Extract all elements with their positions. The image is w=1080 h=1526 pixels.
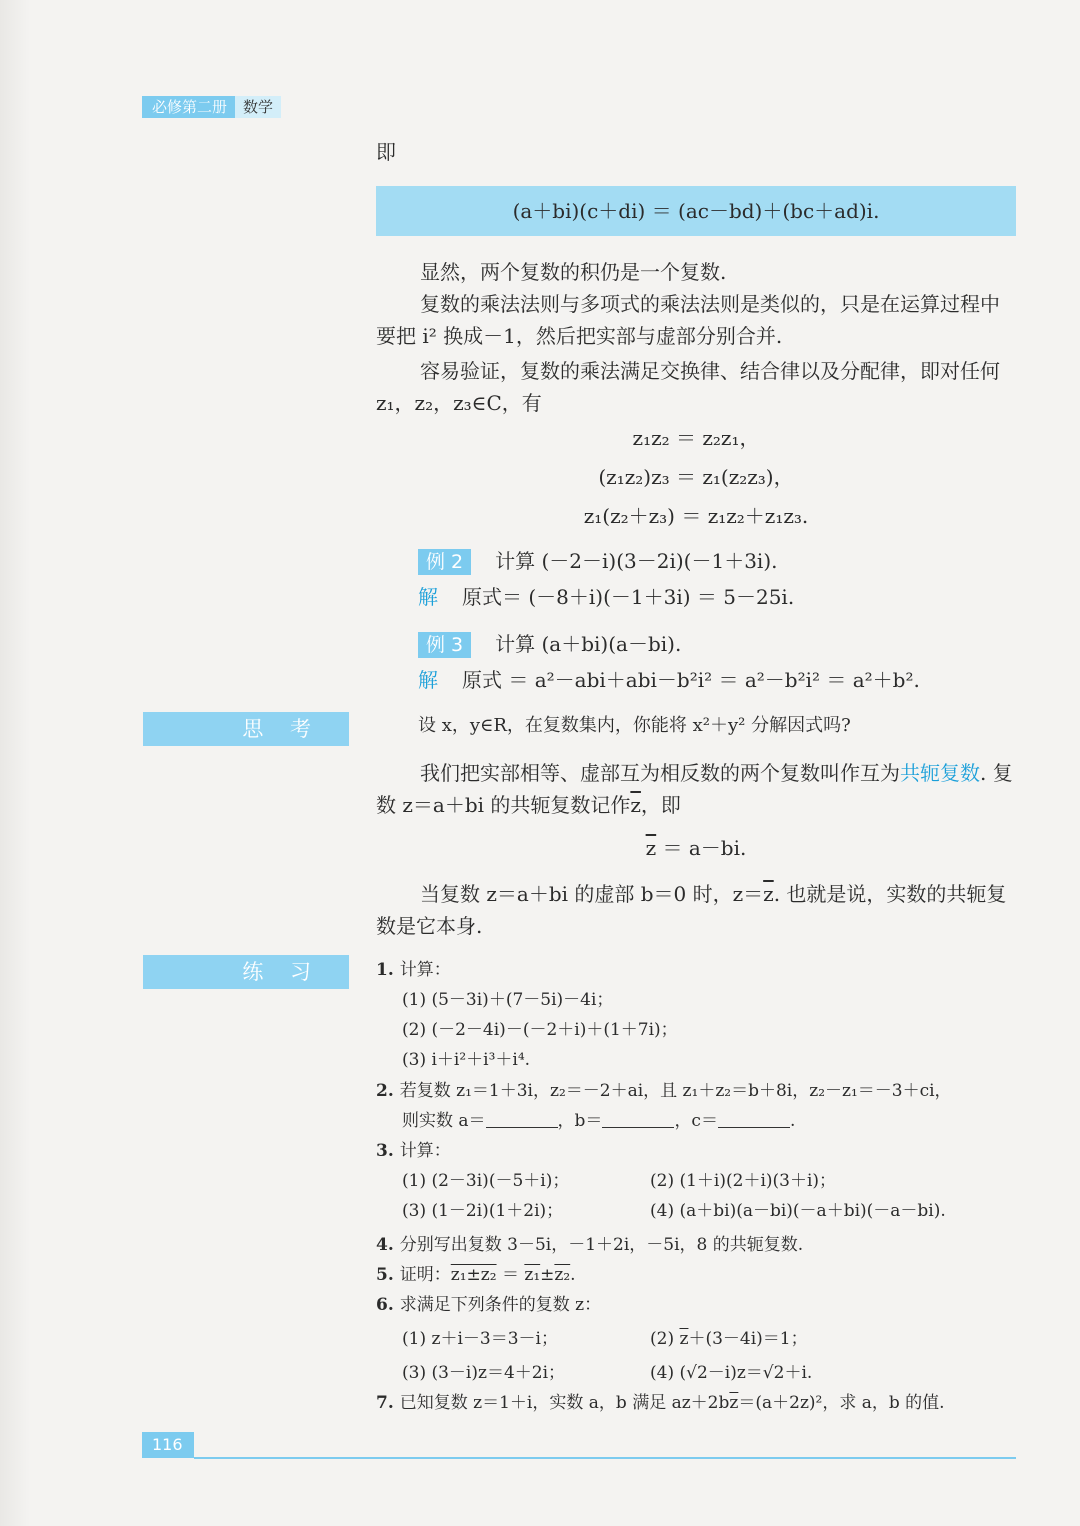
- exercise-3-text: 计算：: [399, 1141, 451, 1161]
- think-label: 思 考: [143, 712, 349, 746]
- exercise-5-r1: z₁: [524, 1265, 541, 1285]
- exercise-6-item-2: [650, 1329, 808, 1349]
- exercise-7-number: 7.: [376, 1393, 394, 1413]
- exercise-6-item-2-zbar: $\overline{z}$: [679, 1329, 689, 1349]
- conjugate-post: . 复数 z＝a＋bi 的共轭复数记作: [376, 761, 1013, 817]
- paragraph-3: 容易验证，复数的乘法满足交换律、结合律以及分配律，即对任何 z₁，z₂，z₃∈C，有: [376, 359, 1000, 415]
- example-2-solution-label: 解: [418, 585, 438, 609]
- exercise-7-zbar: $\overline{z}$: [729, 1393, 739, 1413]
- paragraph-4-post: . 也就是说，实数的共轭复数是它本身.: [376, 882, 1007, 938]
- exercise-6-number: 6.: [376, 1295, 394, 1315]
- exercise-6-item-1: (1) z＋i－3＝3－i；: [402, 1329, 558, 1349]
- paragraph-4-zbar: $\overline{z}$: [763, 882, 774, 906]
- blank-a[interactable]: [486, 1109, 558, 1128]
- exercise-2-b-label: ，b＝: [557, 1111, 603, 1131]
- exercise-5-pre: 证明：: [399, 1265, 451, 1285]
- exercise-5-r2: z₂: [554, 1265, 571, 1285]
- exercise-1-number: 1.: [376, 960, 394, 980]
- exercise-3: [376, 1136, 1026, 1226]
- header: [142, 96, 281, 118]
- exercise-7-pre: 已知复数 z＝1＋i，实数 a，b 满足 az＋2b: [399, 1393, 730, 1413]
- footer-rule: [194, 1457, 1016, 1459]
- example-3-problem: 计算 (a＋bi)(a－bi).: [495, 632, 682, 656]
- multiplication-formula: (a＋bi)(c＋di) ＝ (ac－bd)＋(bc＋ad)i.: [512, 199, 880, 223]
- conjugate-formula: [376, 832, 1016, 864]
- exercise-4-number: 4.: [376, 1235, 394, 1255]
- exercise-3-item-1: (1) (2－3i)(－5＋i)；: [402, 1171, 570, 1191]
- paragraph-1: 显然，两个复数的积仍是一个复数.: [420, 260, 727, 284]
- exercise-7-post: ＝(a＋2z)²，求 a，b 的值.: [738, 1393, 945, 1413]
- exercise-6-item-2-pre: (2): [650, 1329, 680, 1349]
- conjugate-formula-rest: ＝ a－bi.: [656, 836, 747, 860]
- paragraph-4-pre: 当复数 z＝a＋bi 的虚部 b＝0 时，z＝: [420, 882, 764, 906]
- example-3-solution-row: [418, 664, 1018, 696]
- conjugate-z-bar: $\overline{z}$: [630, 793, 641, 817]
- conjugate-formula-z: $\overline{z}$: [645, 836, 657, 860]
- exercise-6-item-2-post: ＋(3－4i)＝1；: [688, 1329, 808, 1349]
- exercise-3-item-2: (2) (1＋i)(2＋i)(3＋i)；: [650, 1171, 837, 1191]
- exercise-1-text: 计算：: [399, 960, 451, 980]
- exercise-3-item-4: (4) (a＋bi)(a－bi)(－a＋bi)(－a－bi).: [650, 1201, 946, 1221]
- exercise-1-item-1: (1) (5－3i)＋(7－5i)－4i；: [402, 990, 614, 1010]
- exercise-6: [376, 1290, 1026, 1388]
- example-2-badge: 例 2: [418, 549, 471, 575]
- exercise-2-number: 2.: [376, 1081, 394, 1101]
- example-3-badge: 例 3: [418, 632, 471, 658]
- exercise-5-pm: ±: [540, 1265, 555, 1285]
- example-2-problem: 计算 (－2－i)(3－2i)(－1＋3i).: [495, 549, 778, 573]
- example-3-solution: 原式 ＝ a²－abi＋abi－b²i² ＝ a²－b²i² ＝ a²＋b².: [462, 668, 920, 692]
- example-3-solution-label: 解: [418, 668, 438, 692]
- exercise-5-lhs: z₁±z₂: [450, 1265, 497, 1285]
- law-commutative: z₁z₂ ＝ z₂z₁，: [632, 426, 760, 450]
- blank-b[interactable]: [602, 1109, 674, 1128]
- blank-c[interactable]: [718, 1109, 790, 1128]
- law-distributive: z₁(z₂＋z₃) ＝ z₁z₂＋z₁z₃.: [583, 504, 809, 528]
- paragraph-4: [376, 878, 1016, 942]
- exercise-5: [376, 1260, 1026, 1290]
- exercise-7: [376, 1388, 1026, 1418]
- exercise-6-item-4: (4) (√2－i)z＝√2＋i.: [650, 1363, 813, 1383]
- book-title: 必修第二册: [142, 96, 235, 118]
- example-2-solution: 原式＝ (－8＋i)(－1＋3i) ＝ 5－25i.: [462, 585, 795, 609]
- exercise-3-number: 3.: [376, 1141, 394, 1161]
- exercise-1-item-2: (2) (－2－4i)－(－2＋i)＋(1＋7i)；: [402, 1020, 678, 1040]
- multiplication-formula-box: [376, 186, 1016, 236]
- conjugate-term: 共轭复数: [900, 761, 980, 785]
- exercise-6-text: 求满足下列条件的复数 z：: [399, 1295, 602, 1315]
- exercise-2-a-label: 则实数 a＝: [402, 1111, 486, 1131]
- intro-text: 即: [376, 140, 396, 164]
- think-question: 设 x，y∈R，在复数集内，你能将 x²＋y² 分解因式吗?: [418, 715, 851, 736]
- exercise-5-number: 5.: [376, 1265, 394, 1285]
- exercise-2-line-1: 若复数 z₁＝1＋3i，z₂＝－2＋ai，且 z₁＋z₂＝b＋8i，z₂－z₁＝－3＋ci，: [399, 1081, 952, 1101]
- exercise-1-item-3: (3) i＋i²＋i³＋i⁴.: [402, 1050, 531, 1070]
- exercise-5-end: .: [570, 1265, 576, 1285]
- exercise-5-eq: ＝: [496, 1265, 525, 1285]
- exercise-2-c-label: ，c＝: [674, 1111, 718, 1131]
- exercise-4: [376, 1230, 1026, 1260]
- conjugate-definition: [376, 757, 1016, 821]
- exercise-2-end: .: [789, 1111, 796, 1131]
- exercise-3-item-3: (3) (1－2i)(1＋2i)；: [402, 1201, 564, 1221]
- example-3: [418, 628, 1018, 660]
- subject-label: 数学: [235, 96, 281, 118]
- practice-label: 练 习: [143, 955, 349, 989]
- exercise-2: [376, 1076, 1026, 1136]
- example-2: [418, 545, 1018, 577]
- example-2-solution-row: [418, 581, 1018, 613]
- page-number: 116: [142, 1432, 194, 1458]
- exercise-1: [376, 955, 1026, 1075]
- conjugate-end: ，即: [640, 793, 681, 817]
- conjugate-pre: 我们把实部相等、虚部互为相反数的两个复数叫作互为: [420, 761, 900, 785]
- paragraph-2: 复数的乘法法则与多项式的乘法法则是类似的，只是在运算过程中要把 i² 换成－1，然后把实部与虚部分别合并.: [376, 292, 1000, 348]
- exercise-6-item-3: (3) (3－i)z＝4＋2i；: [402, 1363, 566, 1383]
- page-edge-shadow: [0, 0, 30, 1526]
- law-associative: (z₁z₂)z₃ ＝ z₁(z₂z₃)，: [598, 465, 794, 489]
- exercise-4-text: 分别写出复数 3－5i，－1＋2i，－5i，8 的共轭复数.: [399, 1235, 804, 1255]
